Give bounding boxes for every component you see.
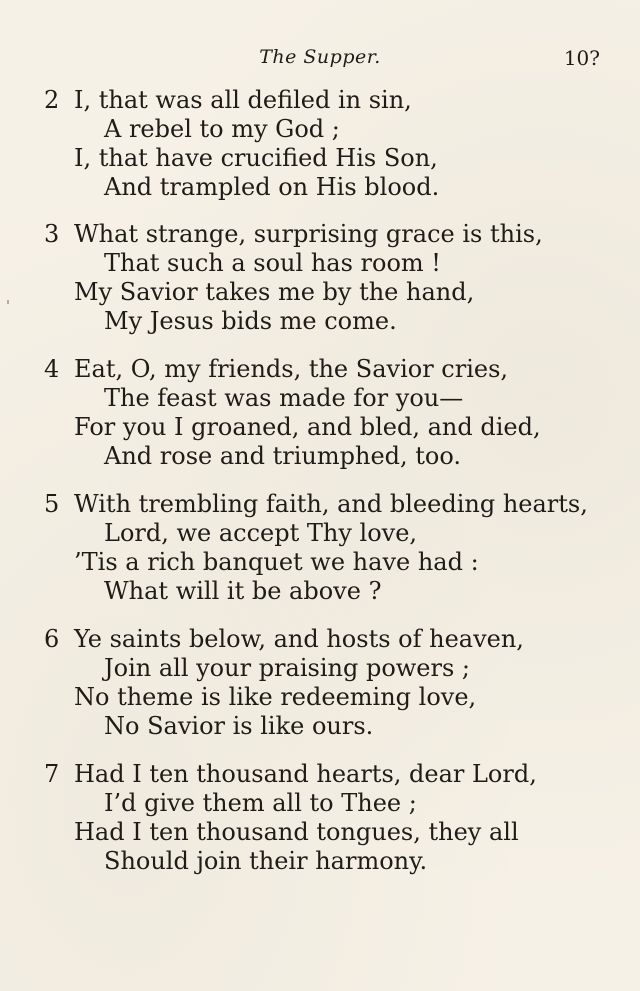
verse-number: 3	[44, 220, 60, 248]
verse-line: That such a soul has room !	[104, 249, 441, 277]
verse-number: 2	[44, 86, 60, 114]
verse-line: What strange, surprising grace is this,	[74, 220, 543, 248]
verse-number: 5	[44, 490, 60, 518]
page-header-title: The Supper.	[259, 46, 381, 68]
paper-speck	[7, 300, 9, 304]
verse-line: Had I ten thousand tongues, they all	[74, 818, 519, 846]
verse-line: My Savior takes me by the hand,	[74, 278, 475, 306]
verse-line: The feast was made for you—	[104, 384, 464, 412]
verse-line: A rebel to my God ;	[104, 115, 340, 143]
verse-line: I’d give them all to Thee ;	[104, 789, 417, 817]
verse-number: 4	[44, 355, 60, 383]
verse-line: I, that have crucified His Son,	[74, 144, 438, 172]
verse-line: For you I groaned, and bled, and died,	[74, 413, 541, 441]
verse-line: No theme is like redeeming love,	[74, 683, 477, 711]
verse-line: Had I ten thousand hearts, dear Lord,	[74, 760, 537, 788]
verse-line: ’Tis a rich banquet we have had :	[74, 548, 479, 576]
verse-line: Ye saints below, and hosts of heaven,	[74, 625, 524, 653]
verse-number: 6	[44, 625, 60, 653]
verse-line: With trembling faith, and bleeding hearts,	[74, 490, 588, 518]
verse-line: I, that was all defiled in sin,	[74, 86, 412, 114]
verse-line: Eat, O, my friends, the Savior cries,	[74, 355, 509, 383]
verse-line: What will it be above ?	[104, 577, 382, 605]
verse-line: And rose and triumphed, too.	[104, 442, 462, 470]
verse-line: My Jesus bids me come.	[104, 307, 397, 335]
verse-number: 7	[44, 760, 60, 788]
verse-line: And trampled on His blood.	[104, 173, 440, 201]
page-number: 10?	[563, 46, 600, 70]
verse-line: Join all your praising powers ;	[104, 654, 471, 682]
verse-line: No Savior is like ours.	[104, 712, 374, 740]
verse-line: Lord, we accept Thy love,	[104, 519, 418, 547]
verse-line: Should join their harmony.	[104, 847, 428, 875]
